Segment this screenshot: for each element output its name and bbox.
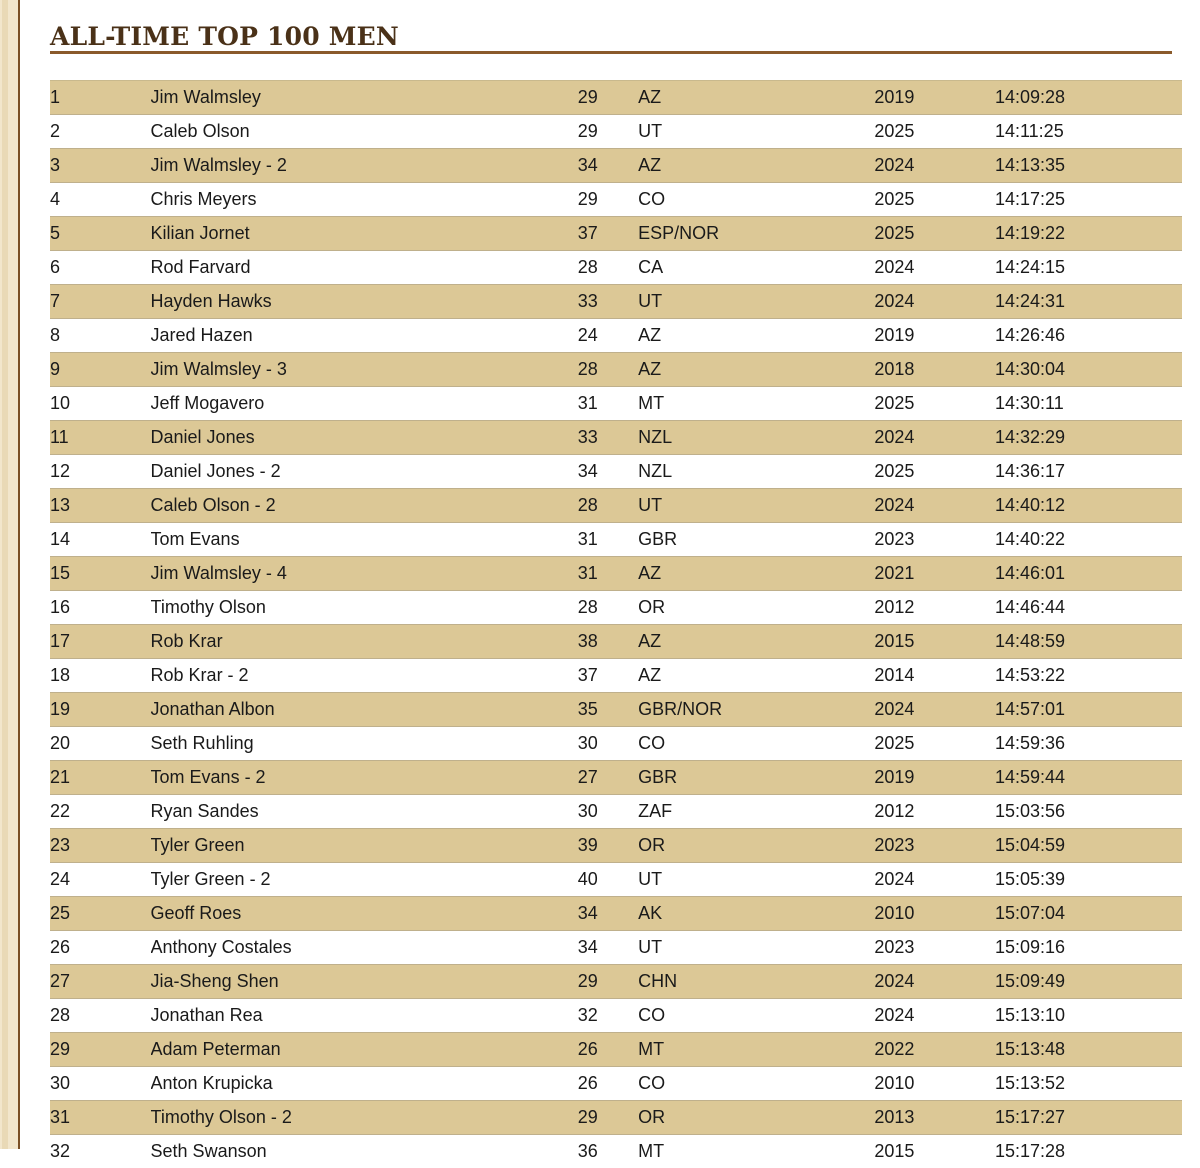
runner-name-cell: Caleb Olson - 2 [151, 489, 578, 523]
location-cell: AZ [638, 319, 874, 353]
location-cell: AK [638, 897, 874, 931]
runner-name-cell: Seth Swanson [151, 1135, 578, 1168]
location-cell: UT [638, 489, 874, 523]
age-cell: 27 [578, 761, 638, 795]
year-cell: 2013 [874, 1101, 995, 1135]
runner-name-cell: Daniel Jones [151, 421, 578, 455]
finish-time-cell: 14:57:01 [995, 693, 1182, 727]
runner-name-cell: Caleb Olson [151, 115, 578, 149]
year-cell: 2021 [874, 557, 995, 591]
age-cell: 28 [578, 251, 638, 285]
rank-cell: 16 [50, 591, 151, 625]
rank-cell: 25 [50, 897, 151, 931]
runner-name-cell: Tyler Green [151, 829, 578, 863]
location-cell: CO [638, 1067, 874, 1101]
runner-name-cell: Adam Peterman [151, 1033, 578, 1067]
age-cell: 29 [578, 81, 638, 115]
year-cell: 2024 [874, 489, 995, 523]
rank-cell: 29 [50, 1033, 151, 1067]
rank-cell: 31 [50, 1101, 151, 1135]
age-cell: 28 [578, 489, 638, 523]
rank-cell: 4 [50, 183, 151, 217]
rank-cell: 28 [50, 999, 151, 1033]
rank-cell: 19 [50, 693, 151, 727]
year-cell: 2022 [874, 1033, 995, 1067]
runner-name-cell: Jonathan Rea [151, 999, 578, 1033]
finish-time-cell: 14:11:25 [995, 115, 1182, 149]
table-row [50, 863, 1182, 897]
age-cell: 34 [578, 931, 638, 965]
finish-time-cell: 14:40:22 [995, 523, 1182, 557]
runner-name-cell: Tyler Green - 2 [151, 863, 578, 897]
table-row [50, 489, 1182, 523]
left-border-rail [0, 0, 20, 1149]
finish-time-cell: 15:17:27 [995, 1101, 1182, 1135]
year-cell: 2024 [874, 421, 995, 455]
rank-cell: 30 [50, 1067, 151, 1101]
runner-name-cell: Tom Evans - 2 [151, 761, 578, 795]
runner-name-cell: Anthony Costales [151, 931, 578, 965]
location-cell: NZL [638, 421, 874, 455]
rank-cell: 1 [50, 81, 151, 115]
age-cell: 24 [578, 319, 638, 353]
finish-time-cell: 14:59:36 [995, 727, 1182, 761]
table-row [50, 795, 1182, 829]
rank-cell: 15 [50, 557, 151, 591]
runner-name-cell: Timothy Olson [151, 591, 578, 625]
table-row [50, 897, 1182, 931]
runner-name-cell: Jim Walmsley - 3 [151, 353, 578, 387]
year-cell: 2014 [874, 659, 995, 693]
finish-time-cell: 14:32:29 [995, 421, 1182, 455]
finish-time-cell: 14:24:31 [995, 285, 1182, 319]
location-cell: MT [638, 1033, 874, 1067]
location-cell: CHN [638, 965, 874, 999]
rank-cell: 21 [50, 761, 151, 795]
finish-time-cell: 14:40:12 [995, 489, 1182, 523]
location-cell: NZL [638, 455, 874, 489]
year-cell: 2012 [874, 795, 995, 829]
finish-time-cell: 15:09:16 [995, 931, 1182, 965]
location-cell: ESP/NOR [638, 217, 874, 251]
table-row [50, 557, 1182, 591]
location-cell: CO [638, 183, 874, 217]
age-cell: 29 [578, 183, 638, 217]
year-cell: 2015 [874, 625, 995, 659]
year-cell: 2019 [874, 761, 995, 795]
rank-cell: 10 [50, 387, 151, 421]
location-cell: OR [638, 1101, 874, 1135]
finish-time-cell: 15:13:48 [995, 1033, 1182, 1067]
age-cell: 36 [578, 1135, 638, 1168]
age-cell: 32 [578, 999, 638, 1033]
finish-time-cell: 14:46:01 [995, 557, 1182, 591]
year-cell: 2023 [874, 931, 995, 965]
table-row [50, 455, 1182, 489]
table-row [50, 727, 1182, 761]
table-row [50, 1033, 1182, 1067]
table-row [50, 421, 1182, 455]
runner-name-cell: Jeff Mogavero [151, 387, 578, 421]
year-cell: 2019 [874, 81, 995, 115]
finish-time-cell: 14:53:22 [995, 659, 1182, 693]
rank-cell: 5 [50, 217, 151, 251]
table-row [50, 965, 1182, 999]
rank-cell: 22 [50, 795, 151, 829]
runner-name-cell: Jim Walmsley - 2 [151, 149, 578, 183]
rank-cell: 12 [50, 455, 151, 489]
location-cell: AZ [638, 557, 874, 591]
year-cell: 2012 [874, 591, 995, 625]
location-cell: GBR/NOR [638, 693, 874, 727]
finish-time-cell: 14:13:35 [995, 149, 1182, 183]
rank-cell: 24 [50, 863, 151, 897]
location-cell: OR [638, 829, 874, 863]
age-cell: 39 [578, 829, 638, 863]
runner-name-cell: Jonathan Albon [151, 693, 578, 727]
runner-name-cell: Geoff Roes [151, 897, 578, 931]
table-row [50, 1135, 1182, 1168]
runner-name-cell: Rob Krar [151, 625, 578, 659]
rank-cell: 9 [50, 353, 151, 387]
table-row [50, 81, 1182, 115]
age-cell: 35 [578, 693, 638, 727]
runner-name-cell: Chris Meyers [151, 183, 578, 217]
runner-name-cell: Timothy Olson - 2 [151, 1101, 578, 1135]
runner-name-cell: Seth Ruhling [151, 727, 578, 761]
results-table-body [50, 81, 1182, 1168]
finish-time-cell: 14:59:44 [995, 761, 1182, 795]
runner-name-cell: Jim Walmsley [151, 81, 578, 115]
age-cell: 34 [578, 897, 638, 931]
finish-time-cell: 15:17:28 [995, 1135, 1182, 1168]
rank-cell: 14 [50, 523, 151, 557]
age-cell: 31 [578, 557, 638, 591]
location-cell: AZ [638, 81, 874, 115]
title-divider [50, 51, 1172, 54]
location-cell: AZ [638, 625, 874, 659]
table-row [50, 319, 1182, 353]
table-row [50, 829, 1182, 863]
runner-name-cell: Tom Evans [151, 523, 578, 557]
finish-time-cell: 15:13:10 [995, 999, 1182, 1033]
location-cell: MT [638, 387, 874, 421]
age-cell: 38 [578, 625, 638, 659]
year-cell: 2025 [874, 455, 995, 489]
finish-time-cell: 14:30:04 [995, 353, 1182, 387]
table-row [50, 761, 1182, 795]
year-cell: 2010 [874, 897, 995, 931]
age-cell: 34 [578, 149, 638, 183]
age-cell: 31 [578, 523, 638, 557]
left-border-inner [2, 0, 8, 1149]
runner-name-cell: Daniel Jones - 2 [151, 455, 578, 489]
year-cell: 2019 [874, 319, 995, 353]
table-row [50, 217, 1182, 251]
age-cell: 28 [578, 353, 638, 387]
rank-cell: 17 [50, 625, 151, 659]
finish-time-cell: 15:07:04 [995, 897, 1182, 931]
finish-time-cell: 15:04:59 [995, 829, 1182, 863]
finish-time-cell: 14:19:22 [995, 217, 1182, 251]
location-cell: AZ [638, 353, 874, 387]
rank-cell: 23 [50, 829, 151, 863]
year-cell: 2025 [874, 115, 995, 149]
location-cell: GBR [638, 523, 874, 557]
age-cell: 29 [578, 965, 638, 999]
location-cell: ZAF [638, 795, 874, 829]
location-cell: CO [638, 727, 874, 761]
age-cell: 37 [578, 217, 638, 251]
table-row [50, 115, 1182, 149]
rank-cell: 13 [50, 489, 151, 523]
age-cell: 26 [578, 1067, 638, 1101]
results-table [50, 80, 1182, 1168]
rank-cell: 3 [50, 149, 151, 183]
rank-cell: 32 [50, 1135, 151, 1168]
finish-time-cell: 14:48:59 [995, 625, 1182, 659]
rank-cell: 20 [50, 727, 151, 761]
table-row [50, 353, 1182, 387]
age-cell: 29 [578, 115, 638, 149]
age-cell: 33 [578, 285, 638, 319]
year-cell: 2010 [874, 1067, 995, 1101]
page-title: ALL-TIME TOP 100 MEN [50, 20, 399, 54]
table-row [50, 523, 1182, 557]
table-row [50, 251, 1182, 285]
year-cell: 2024 [874, 693, 995, 727]
rank-cell: 8 [50, 319, 151, 353]
table-row [50, 149, 1182, 183]
runner-name-cell: Kilian Jornet [151, 217, 578, 251]
age-cell: 28 [578, 591, 638, 625]
year-cell: 2024 [874, 251, 995, 285]
finish-time-cell: 15:03:56 [995, 795, 1182, 829]
runner-name-cell: Anton Krupicka [151, 1067, 578, 1101]
location-cell: UT [638, 115, 874, 149]
year-cell: 2024 [874, 149, 995, 183]
age-cell: 29 [578, 1101, 638, 1135]
age-cell: 31 [578, 387, 638, 421]
table-row [50, 1101, 1182, 1135]
finish-time-cell: 15:05:39 [995, 863, 1182, 897]
location-cell: OR [638, 591, 874, 625]
table-row [50, 625, 1182, 659]
finish-time-cell: 14:24:15 [995, 251, 1182, 285]
age-cell: 37 [578, 659, 638, 693]
rank-cell: 18 [50, 659, 151, 693]
rank-cell: 26 [50, 931, 151, 965]
table-row [50, 183, 1182, 217]
age-cell: 26 [578, 1033, 638, 1067]
location-cell: MT [638, 1135, 874, 1168]
table-row [50, 285, 1182, 319]
location-cell: GBR [638, 761, 874, 795]
age-cell: 34 [578, 455, 638, 489]
year-cell: 2024 [874, 965, 995, 999]
year-cell: 2024 [874, 999, 995, 1033]
finish-time-cell: 14:46:44 [995, 591, 1182, 625]
year-cell: 2025 [874, 387, 995, 421]
age-cell: 30 [578, 795, 638, 829]
finish-time-cell: 14:09:28 [995, 81, 1182, 115]
rank-cell: 27 [50, 965, 151, 999]
location-cell: UT [638, 863, 874, 897]
table-row [50, 591, 1182, 625]
runner-name-cell: Hayden Hawks [151, 285, 578, 319]
year-cell: 2015 [874, 1135, 995, 1168]
finish-time-cell: 15:09:49 [995, 965, 1182, 999]
rank-cell: 6 [50, 251, 151, 285]
rank-cell: 7 [50, 285, 151, 319]
year-cell: 2025 [874, 217, 995, 251]
rank-cell: 2 [50, 115, 151, 149]
location-cell: CO [638, 999, 874, 1033]
finish-time-cell: 15:13:52 [995, 1067, 1182, 1101]
year-cell: 2025 [874, 727, 995, 761]
table-row [50, 1067, 1182, 1101]
runner-name-cell: Jared Hazen [151, 319, 578, 353]
finish-time-cell: 14:30:11 [995, 387, 1182, 421]
year-cell: 2018 [874, 353, 995, 387]
table-row [50, 931, 1182, 965]
year-cell: 2024 [874, 285, 995, 319]
age-cell: 33 [578, 421, 638, 455]
runner-name-cell: Jim Walmsley - 4 [151, 557, 578, 591]
location-cell: CA [638, 251, 874, 285]
year-cell: 2025 [874, 183, 995, 217]
year-cell: 2023 [874, 829, 995, 863]
runner-name-cell: Rod Farvard [151, 251, 578, 285]
finish-time-cell: 14:17:25 [995, 183, 1182, 217]
rank-cell: 11 [50, 421, 151, 455]
table-row [50, 999, 1182, 1033]
table-row [50, 693, 1182, 727]
year-cell: 2024 [874, 863, 995, 897]
location-cell: AZ [638, 659, 874, 693]
table-row [50, 387, 1182, 421]
year-cell: 2023 [874, 523, 995, 557]
location-cell: AZ [638, 149, 874, 183]
runner-name-cell: Ryan Sandes [151, 795, 578, 829]
finish-time-cell: 14:36:17 [995, 455, 1182, 489]
table-row [50, 659, 1182, 693]
location-cell: UT [638, 931, 874, 965]
finish-time-cell: 14:26:46 [995, 319, 1182, 353]
location-cell: UT [638, 285, 874, 319]
runner-name-cell: Jia-Sheng Shen [151, 965, 578, 999]
age-cell: 30 [578, 727, 638, 761]
age-cell: 40 [578, 863, 638, 897]
runner-name-cell: Rob Krar - 2 [151, 659, 578, 693]
